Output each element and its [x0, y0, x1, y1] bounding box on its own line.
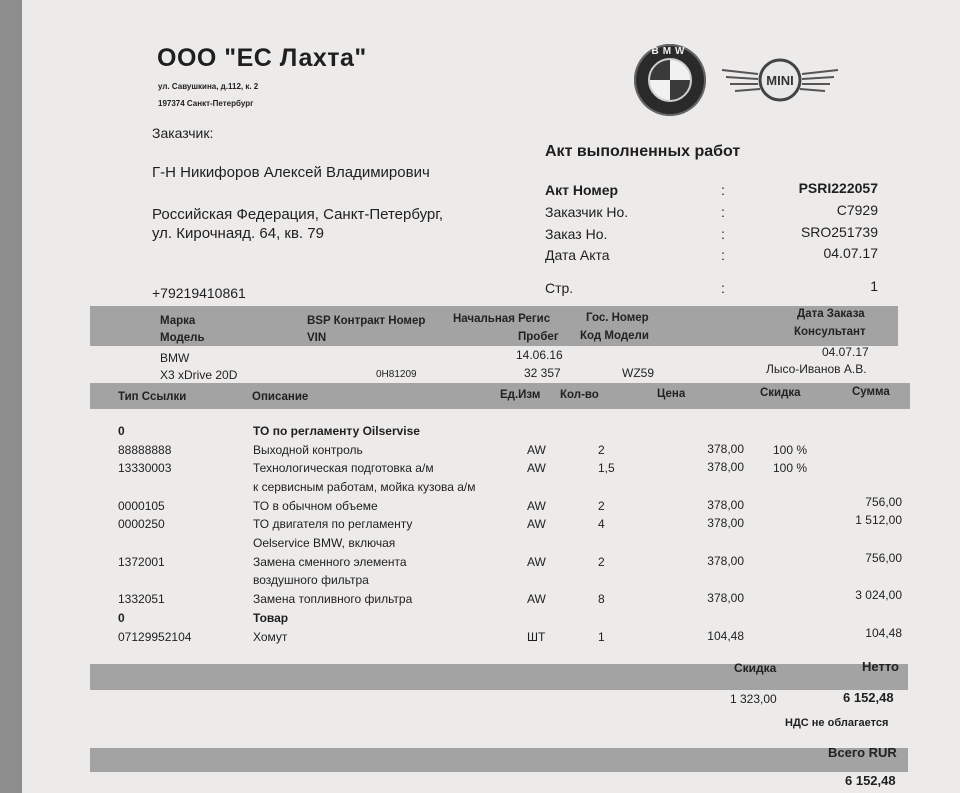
company-address-line1: ул. Савушкина, д.112, к. 2	[158, 82, 259, 91]
vehicle-code: WZ59	[622, 366, 655, 380]
svg-text:MINI: MINI	[766, 73, 794, 88]
table-header-type: Тип Ссылки	[118, 391, 187, 403]
vehicle-vin: 0H81209	[376, 369, 417, 380]
line-price: 104,48	[707, 629, 744, 643]
vehicle-header-consultant: Консультант	[794, 326, 866, 338]
line-sum: 756,00	[865, 495, 902, 509]
line-qty: 2	[598, 499, 605, 513]
line-unit: ШТ	[527, 630, 546, 644]
act-row-label: Акт Номер	[545, 182, 619, 198]
grand-total-label: Всего RUR	[828, 745, 897, 760]
act-row-value: 1	[870, 278, 878, 294]
line-code: 1372001	[118, 555, 165, 569]
vehicle-header-marka: Марка	[160, 315, 196, 327]
line-qty: 2	[598, 443, 605, 457]
grand-total-band	[90, 748, 908, 772]
line-unit: AW	[527, 461, 546, 475]
act-row-label: Дата Акта	[545, 247, 610, 263]
vehicle-reg-date: 14.06.16	[516, 348, 563, 362]
line-code: 0	[118, 611, 125, 625]
vehicle-header-model: Модель	[160, 332, 205, 344]
mini-logo-icon	[720, 58, 840, 103]
act-row-colon: :	[721, 247, 725, 263]
act-row-value: C7929	[836, 202, 878, 218]
line-discount: 100 %	[773, 461, 808, 475]
line-sum: 104,48	[865, 626, 902, 640]
line-price: 378,00	[707, 516, 744, 530]
vehicle-model: X3 xDrive 20D	[160, 368, 238, 382]
vehicle-consultant: Лысо-Иванов А.В.	[766, 362, 867, 376]
table-header-sum: Сумма	[852, 386, 890, 398]
line-code: 1332051	[118, 592, 165, 606]
vehicle-header-kod: Код Модели	[580, 330, 649, 342]
line-unit: AW	[527, 555, 546, 569]
line-price: 378,00	[707, 442, 744, 456]
line-sum: 756,00	[865, 551, 902, 565]
vehicle-order-date: 04.07.17	[822, 345, 869, 359]
line-description: Технологическая подготовка а/м	[253, 461, 434, 475]
line-price: 378,00	[707, 554, 744, 568]
totals-net-label: Нетто	[862, 659, 899, 674]
vat-note: НДС не облагается	[785, 717, 889, 729]
line-unit: AW	[527, 517, 546, 531]
line-unit: AW	[527, 443, 546, 457]
vehicle-mileage: 32 357	[524, 366, 561, 380]
line-qty: 4	[598, 517, 605, 531]
line-description: Товар	[253, 611, 289, 625]
totals-band	[90, 664, 908, 690]
line-price: 378,00	[707, 460, 744, 474]
line-code: 0000250	[118, 517, 165, 531]
table-header-qty: Кол-во	[560, 389, 599, 401]
line-code: 13330003	[118, 461, 172, 475]
totals-net-value: 6 152,48	[843, 690, 894, 705]
customer-label: Заказчик:	[152, 125, 214, 141]
act-row-value: SRO251739	[800, 224, 878, 240]
line-sum: 3 024,00	[855, 588, 902, 602]
line-description: к сервисным работам, мойка кузова а/м	[253, 480, 476, 494]
line-description: воздушного фильтра	[253, 573, 369, 587]
vehicle-header-probeg: Пробег	[518, 331, 559, 343]
grand-total-value: 6 152,48	[845, 773, 896, 788]
table-header-unit: Ед.Изм	[500, 389, 541, 401]
line-description: ТО в обычном объеме	[253, 499, 378, 513]
customer-address-line1: Российская Федерация, Санкт-Петербург,	[152, 206, 444, 223]
line-price: 378,00	[707, 591, 744, 605]
table-header-price: Цена	[657, 388, 686, 400]
totals-discount-value: 1 323,00	[730, 692, 777, 706]
line-qty: 1,5	[598, 461, 615, 475]
vehicle-header-gos: Гос. Номер	[586, 312, 649, 324]
act-row-colon: :	[721, 280, 725, 296]
vehicle-marka: BMW	[160, 351, 190, 365]
line-code: 0000105	[118, 499, 165, 513]
company-address-line2: 197374 Санкт-Петербург	[158, 99, 254, 108]
vehicle-header-order-date: Дата Заказа	[797, 308, 865, 320]
act-row-colon: :	[721, 226, 725, 242]
vehicle-header-reg: Начальная Регис	[453, 313, 551, 325]
line-price: 378,00	[707, 498, 744, 512]
line-sum: 1 512,00	[855, 513, 902, 527]
vehicle-header-bsp: BSP Контракт Номер	[307, 315, 426, 327]
customer-phone: +79219410861	[152, 285, 246, 301]
customer-name: Г-Н Никифоров Алексей Владимирович	[152, 164, 430, 181]
line-unit: AW	[527, 592, 546, 606]
totals-discount-label: Скидка	[734, 661, 777, 675]
company-name: ООО "ЕС Лахта"	[157, 44, 367, 72]
line-description: ТО двигателя по регламенту	[253, 517, 413, 531]
line-description: Замена топливного фильтра	[253, 592, 413, 606]
customer-address-line2: ул. Кирочнаяд. 64, кв. 79	[152, 225, 324, 242]
act-row-colon: :	[721, 204, 725, 220]
line-unit: AW	[527, 499, 546, 513]
act-row-label: Стр.	[545, 280, 574, 296]
line-code: 0	[118, 424, 125, 438]
bmw-logo-icon: BMW	[634, 44, 706, 116]
line-description: Хомут	[253, 630, 288, 644]
act-row-colon: :	[721, 182, 725, 198]
line-description: Замена сменного элемента	[253, 555, 407, 569]
act-row-label: Заказ Но.	[545, 226, 608, 242]
act-row-value: PSRI222057	[798, 180, 878, 196]
line-qty: 1	[598, 630, 605, 644]
vehicle-header-vin: VIN	[307, 332, 327, 344]
line-description: Oelservice BMW, включая	[253, 536, 396, 550]
act-row-value: 04.07.17	[823, 245, 878, 261]
line-qty: 8	[598, 592, 605, 606]
act-row-label: Заказчик Но.	[545, 204, 629, 220]
line-description: ТО по регламенту Oilservise	[253, 424, 420, 438]
act-title: Акт выполненных работ	[545, 143, 741, 160]
line-code: 88888888	[118, 443, 172, 457]
line-discount: 100 %	[773, 443, 808, 457]
table-header-desc: Описание	[252, 391, 309, 403]
line-qty: 2	[598, 555, 605, 569]
line-code: 07129952104	[118, 630, 192, 644]
line-description: Выходной контроль	[253, 443, 363, 457]
vehicle-header-band	[90, 306, 898, 346]
table-header-discount: Скидка	[760, 387, 801, 399]
